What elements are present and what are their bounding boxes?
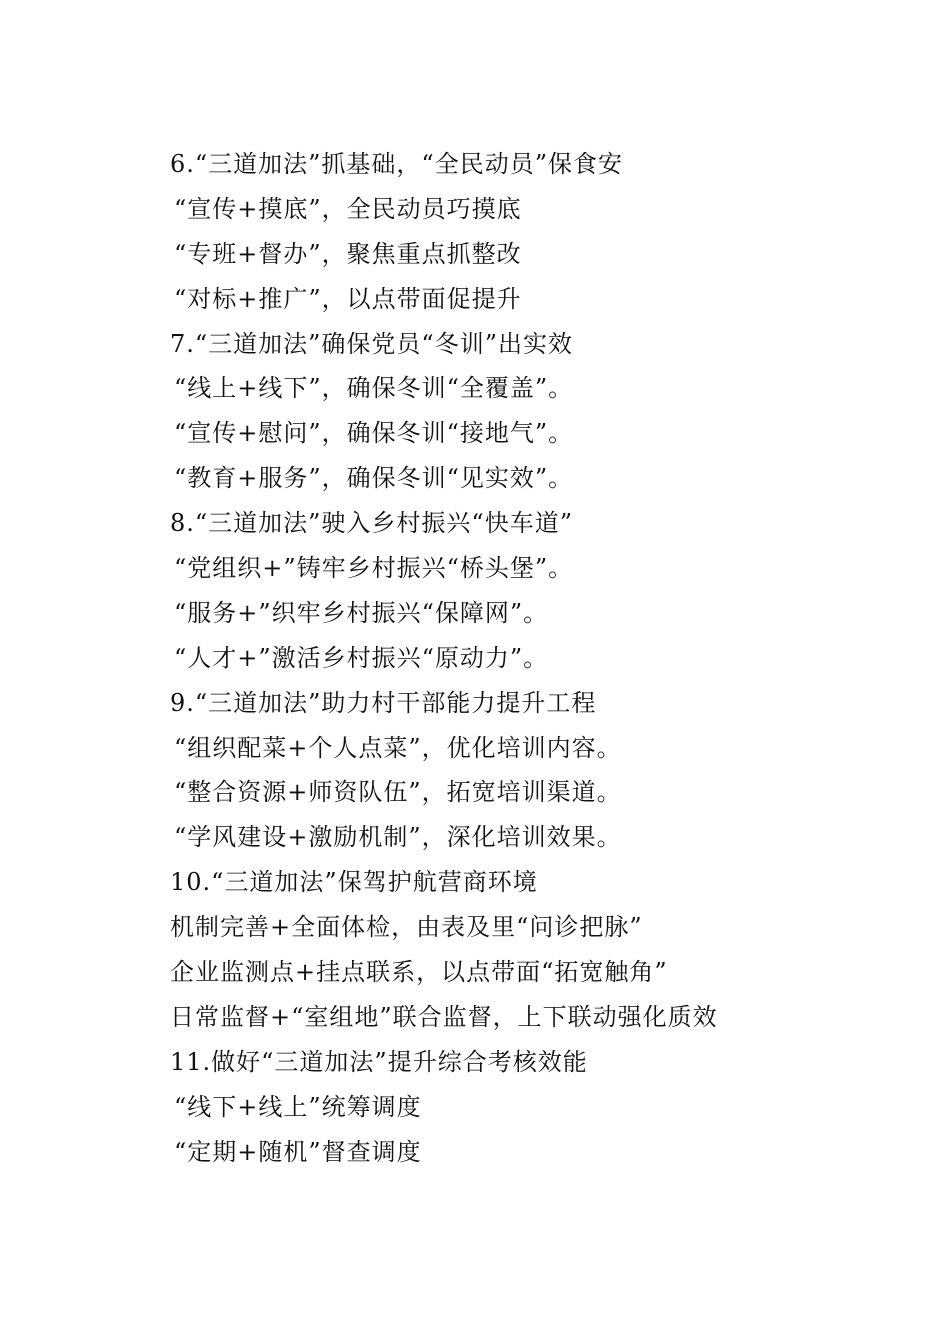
section-11-item-1: “线下+线上”统筹调度 (174, 1092, 422, 1121)
section-10-item-2: 企业监测点+挂点联系，以点带面“拓宽触角” (170, 958, 668, 987)
section-heading-8: 8.“三道加法”驶入乡村振兴“快车道” (170, 509, 573, 538)
section-9-item-2: “整合资源+师资队伍”，拓宽培训渠道。 (174, 778, 622, 807)
section-8-item-3: “人才+”激活乡村振兴“原动力”。 (174, 643, 549, 672)
section-11-item-2: “定期+随机”督查调度 (174, 1137, 422, 1166)
section-7-item-3: “教育+服务”，确保冬训“见实效”。 (174, 464, 574, 493)
section-6-item-2: “专班+督办”，聚焦重点抓整改 (174, 239, 522, 268)
section-heading-10: 10.“三道加法”保驾护航营商环境 (170, 868, 538, 897)
section-10-item-3: 日常监督+“室组地”联合监督，上下联动强化质效 (170, 1002, 718, 1031)
section-8-item-2: “服务+”织牢乡村振兴“保障网”。 (174, 598, 549, 627)
section-heading-9: 9.“三道加法”助力村干部能力提升工程 (170, 688, 597, 717)
section-heading-6: 6.“三道加法”抓基础，“全民动员”保食安 (170, 150, 623, 178)
section-heading-7: 7.“三道加法”确保党员“冬训”出实效 (170, 329, 573, 358)
section-7-item-2: “宣传+慰问”，确保冬训“接地气”。 (174, 419, 574, 448)
section-7-item-1: “线上+线下”，确保冬训“全覆盖”。 (174, 374, 574, 403)
section-9-item-1: “组织配菜+个人点菜”，优化培训内容。 (174, 733, 622, 762)
section-10-item-1: 机制完善+全面体检，由表及里“问诊把脉” (170, 913, 643, 942)
section-9-item-3: “学风建设+激励机制”，深化培训效果。 (174, 823, 622, 852)
section-6-item-3: “对标+推广”，以点带面促提升 (174, 284, 522, 313)
section-8-item-1: “党组织+”铸牢乡村振兴“桥头堡”。 (174, 554, 574, 583)
document-body (170, 142, 910, 1174)
section-heading-11: 11.做好“三道加法”提升综合考核效能 (170, 1047, 588, 1076)
section-6-item-1: “宣传+摸底”，全民动员巧摸底 (174, 194, 522, 223)
